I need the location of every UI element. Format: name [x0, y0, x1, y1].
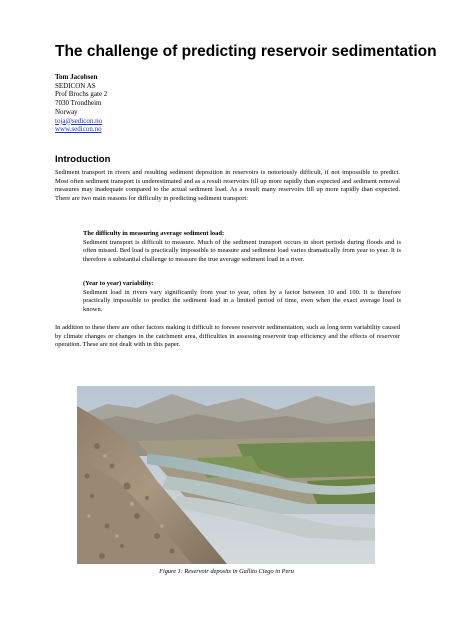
reason-2-text: Sediment load in rivers vary significantly from year to year, often by a factor between 10 and 100. It is therefore practically impossible to predict the sediment load in a limited period of time, even when the exact average load is known.: [83, 288, 401, 313]
paper-title: The challenge of predicting reservoir sedimentation: [55, 43, 437, 60]
reason-2-heading: (Year to year) variability:: [83, 280, 154, 287]
author-city: 7030 Trondheim: [55, 99, 102, 108]
author-company: SEDICON AS: [55, 81, 96, 90]
author-email-link[interactable]: toja@sedicon.no: [55, 116, 103, 125]
author-country: Norway: [55, 107, 78, 116]
intro-paragraph-1: Sediment transport in rivers and resulting sediment deposition in reservoirs is notoriously difficult, if not impossible to predict. Most often sediment transport is underestimated and as a result reservoirs fill up more rapidly than expected and sediment removal measures may inadequate compared to the actual sediment load. As a result many reservoirs fill up more rapidly than expected. There are two main reasons for difficulty in predicting sediment transport:: [55, 169, 400, 202]
reason-1-text: Sediment transport is difficult to measure. Much of the sediment transport occurs in short periods during floods and is often missed. Bed load is practically impossible to measure and sediment load varies dramatically from year to year. It is therefore a substantial challenge to measure the true average sediment load in a river.: [83, 238, 401, 263]
intro-paragraph-2: In addition to these there are other factors making it difficult to foresee reservoir sedimentation, such as long term variability caused by climate changes or changes in the catchment area, difficulties in assessing reservoir trap efficiency and the effects of reservoir operation. These are not dealt with in this paper.: [55, 324, 400, 349]
author-street: Prof Brochs gate 2: [55, 90, 108, 99]
author-name: Tom Jacobsen: [55, 73, 98, 81]
reason-1-heading: The difficulty in measuring average sediment load:: [83, 230, 225, 237]
author-block: [55, 73, 107, 134]
figure-caption: Figure 1: Reservoir deposits in Gallito Ciego in Peru: [159, 568, 294, 575]
author-website-link[interactable]: www.sedicon.no: [55, 125, 102, 134]
reservoir-photo: [77, 386, 375, 564]
reason-block-variability: [83, 280, 401, 314]
reason-block-measuring: [83, 230, 401, 264]
section-heading-introduction: Introduction: [55, 154, 111, 165]
